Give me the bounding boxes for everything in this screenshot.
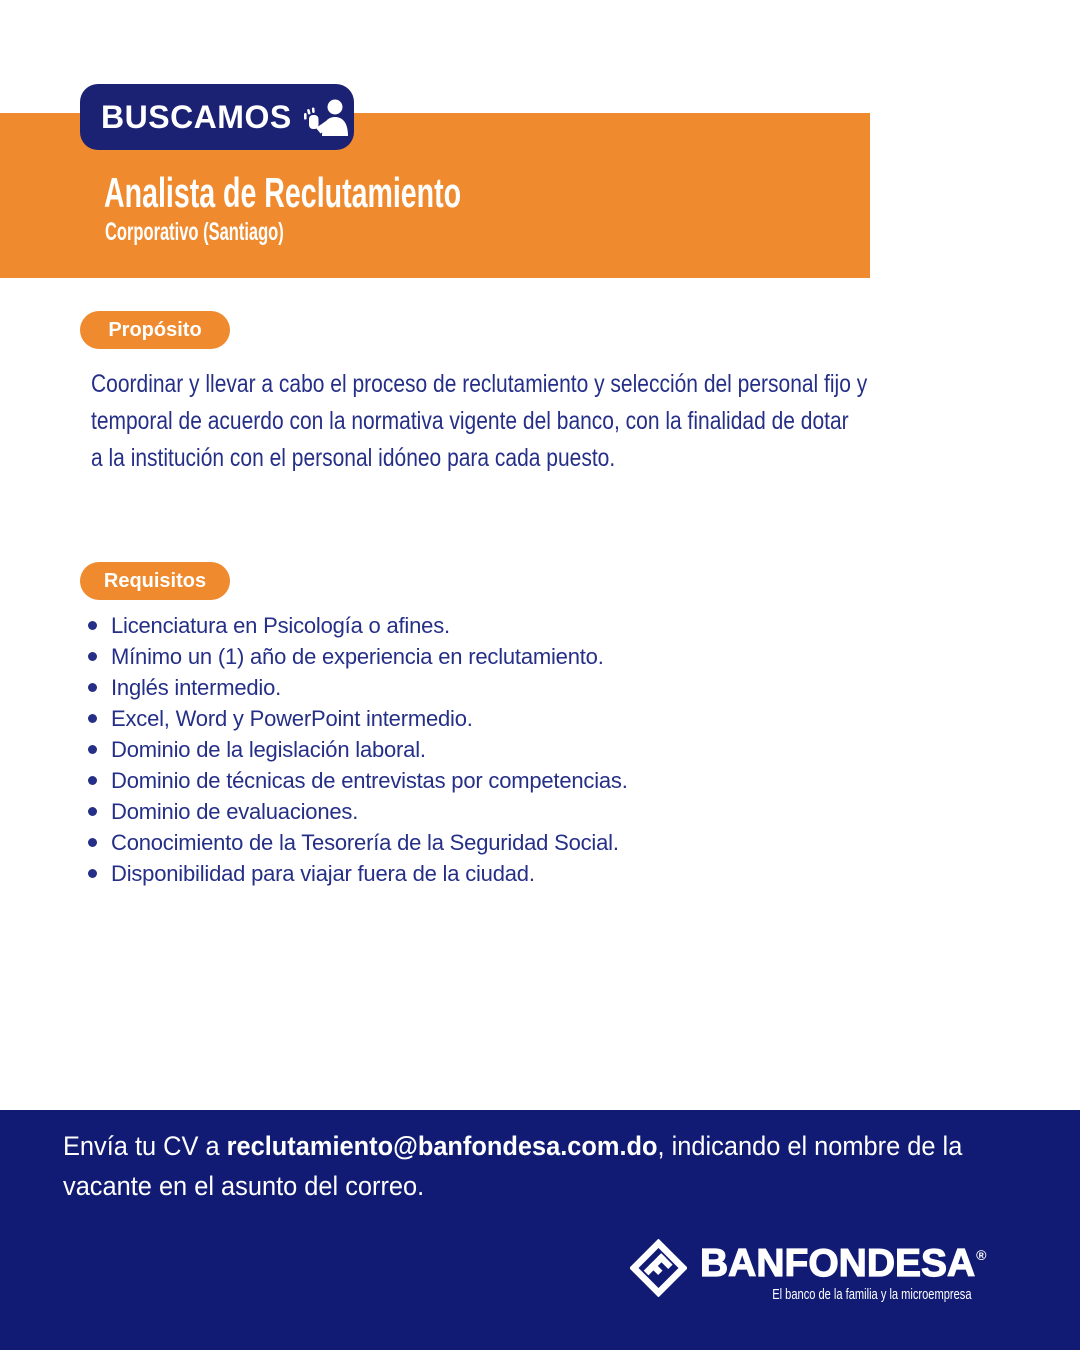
purpose-paragraph (91, 366, 1015, 477)
recruiter-waving-person-icon (303, 98, 349, 136)
buscamos-label: BUSCAMOS (101, 98, 292, 135)
banfondesa-diamond-icon (630, 1239, 687, 1304)
buscamos-badge (80, 84, 354, 150)
email-address: reclutamiento@banfondesa.com.do (226, 1131, 658, 1161)
cta-text (63, 1126, 962, 1206)
requirement-item: Conocimiento de la Tesorería de la Seguridad Social. (85, 827, 628, 858)
requirement-item: Dominio de evaluaciones. (85, 796, 628, 827)
requirement-item: Mínimo un (1) año de experiencia en reclutamiento. (85, 641, 628, 672)
job-title: Analista de Reclutamiento (104, 169, 462, 216)
requirement-item: Dominio de la legislación laboral. (85, 734, 628, 765)
purpose-line: a la institución con el personal idóneo para cada puesto. (91, 444, 616, 472)
banfondesa-logo (630, 1237, 986, 1304)
cta-line2-text: vacante en el asunto del correo. (63, 1171, 425, 1201)
purpose-pill-label: Propósito (108, 318, 202, 341)
cta-line-2 (63, 1166, 962, 1206)
cta-prefix: Envía tu CV a (63, 1131, 227, 1161)
requirement-item: Excel, Word y PowerPoint intermedio. (85, 703, 628, 734)
cta-line-1 (63, 1126, 962, 1166)
requirement-item: Licenciatura en Psicología o afines. (85, 610, 628, 641)
purpose-section-pill (80, 311, 230, 349)
purpose-line: Coordinar y llevar a cabo el proceso de reclutamiento y selección del personal fijo y (91, 370, 868, 398)
registered-trademark-mark: ® (976, 1247, 987, 1263)
footer (0, 1110, 1080, 1350)
logo-wordmark-text: BANFONDESA (700, 1242, 976, 1285)
logo-tagline: El banco de la familia y la microempresa (772, 1286, 972, 1303)
requirement-item: Inglés intermedio. (85, 672, 628, 703)
requirement-item: Dominio de técnicas de entrevistas por competencias. (85, 765, 628, 796)
cta-suffix: , indicando el nombre de la (657, 1131, 963, 1161)
requirements-pill-label: Requisitos (103, 569, 207, 592)
purpose-line: temporal de acuerdo con la normativa vigente del banco, con la finalidad de dotar (91, 407, 849, 435)
logo-wordmark (700, 1244, 986, 1283)
requirements-section-pill (80, 562, 230, 600)
requirement-item: Disponibilidad para viajar fuera de la ciudad. (85, 858, 628, 889)
job-location-subtitle: Corporativo (Santiago) (105, 218, 284, 246)
requirements-list (85, 610, 628, 889)
logo-text-block (700, 1237, 986, 1304)
